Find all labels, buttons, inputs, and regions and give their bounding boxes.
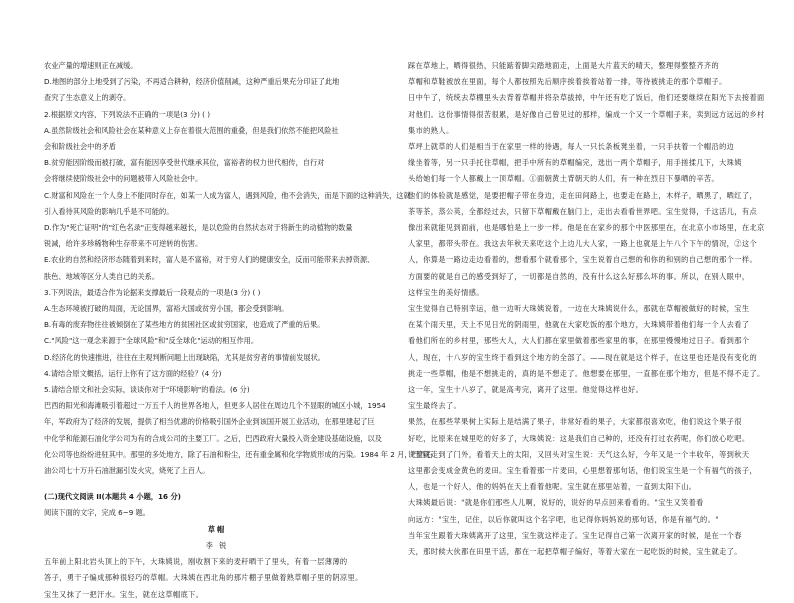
text-line: 日中午了，统统去草棚里头去背着草帽并将杂草拔掉，中午还有吃了饭后，他们还要继续在阳光下去接着面 xyxy=(408,93,765,103)
right-story-text xyxy=(408,58,765,560)
text-line: 大珠姨最后说："就是你们那些人儿啊，说好的，说好的早点回来看看的。"宝生又笑着看 xyxy=(408,498,704,508)
text-line: 人家里，都带头带在。我这去年秋天来吃这个上边儿大人家，一路上也就是上午八个下午的情况，②这个 xyxy=(408,239,758,249)
text-line: 看他们所在的乡村里，那些大人，大人们都在家里做着那些家里的事，在那里慢慢地过日子。看到那个 xyxy=(408,336,750,346)
text-line: 对他们。这份事情得很苦很累，是好像自己曾见过的那样，编成一个又一个草帽子来，卖到远方远远的乡村 xyxy=(408,109,765,119)
text-line: 农业产量的增速则正在减缓。 xyxy=(44,61,138,70)
text-line: 化公司等也纷纷进驻其中。那里的多处地方，除了石油和粉尘，还有重金属和化学物质形成的污染。1984 年 2 月，巴西石 xyxy=(44,449,434,459)
text-line: 油公司七十万升石油泄漏引发火灾，烧死了上百人。 xyxy=(44,466,210,476)
text-line: 锐减，给许多珍稀物种生存带来不可逆转的伤害。 xyxy=(44,239,203,249)
text-line: 3.下列说法，最适合作为论据来支撑最后一段观点的一项是(3 分) ( ) xyxy=(44,287,261,297)
text-line: 宝生觉得自己特别幸运，他一边听大珠姨说着，一边在大珠姨说什么，那就在草帽被做好的时候，宝生 xyxy=(408,304,750,314)
text-line: 这一年，宝生十八岁了，就是高考完，离开了这里。他觉得这样也好。 xyxy=(408,385,644,395)
text-line: 向远方："宝生，记住，以后你就叫这个名字吧，也记得你妈妈说的那句话，你是有福气的。" xyxy=(408,514,719,524)
text-line: 年，军政府为了经济的发展，提供了相当优惠的价格吸引国外企业到该国开展工业活动，在那里建起了巨 xyxy=(44,417,375,427)
story-title: 草帽 xyxy=(207,524,227,534)
text-line: 缘坐着等，另一只手托住草帽，把手中所有的草帽编完，选出一两个草帽子，用手搓揉几下，大珠姨 xyxy=(408,158,742,168)
text-line: D.地图的部分上地受到了污染，不再适合耕种，经济价值削减，这种严重后果充分印证了此地 xyxy=(44,77,340,87)
text-line: 天，那时候大伙都在田里干活，都在一起把草帽子编好，等着大家在一起吃饭的时候，宝生就走了。 xyxy=(408,547,742,557)
text-line: 五年前上阳北岩头顶上的下午，大珠姨说，刚收割下来的麦秆晒干了里头，有着一层薄薄的 xyxy=(44,557,348,567)
text-line: A.虽然阶级社会和风险社会在某种意义上存在着很大范围的重叠，但是我们依然不能把风险社 xyxy=(44,125,339,135)
text-line: D.作为"死亡证明"的"红色名录"正变得越来越长，是以危险的自然状态对于将新生的动植物的数量 xyxy=(44,223,353,233)
text-line: 踩在草地上，晒得很热，只能踮着脚尖踏地面走，上面是大片蓝天的晴天，整理得整整齐齐的 xyxy=(408,61,720,70)
text-line: 宝生最终去了。 xyxy=(408,401,462,411)
text-line: 人，现在，十八岁的宝生终于看到这个地方的全部了。——现在就是这个样子，在这里也还是没有变化的 xyxy=(408,352,758,362)
text-line: 当年宝生跟着大珠姨离开了这里，宝生就这样走了。宝生记得自己第一次离开家的时候，是在一个春 xyxy=(408,530,742,540)
text-line: 茶等茶，蒸公英，全都经过去，只留下草帽戴在脑门上，走出去看看世界吧。宝生觉得，千这活儿，有点 xyxy=(408,206,758,216)
story-author: 李 锐 xyxy=(205,540,229,550)
text-line: A.生态环境被打破的局面，无论国界，富裕大国或贫穷小国，都会受到影响。 xyxy=(44,304,289,314)
text-line: 说着就走到了门外，看着天上的太阳，又回头对宝生说：天气这么好，今年又是一个丰收年，等到秋天 xyxy=(408,449,750,459)
right-column xyxy=(408,58,765,560)
text-line: 引入看待其风险的影响几乎是不可能的。 xyxy=(44,206,174,216)
text-line: 巴西的阳光和海滩吸引着超过一万五千人的世界各地人，但更多人居住在周边几个不显眼的城区小城，1954 xyxy=(44,401,386,411)
text-line: 宝生又抹了一把汗水。宝生，就在这草帽底下。 xyxy=(44,589,204,599)
text-line: 像出来就能见到面前，也是哪怕是上一步一样。他是在在家乡的那个中医那里在，在北京小市场里，在北京 xyxy=(408,223,765,233)
text-line: 肤色、地域等区分人类自已的关系。 xyxy=(44,271,160,281)
text-line: 他们的体验就是感觉，是要把帽子带在身边，走在田间路上，也要走在路上，木样子，晒黑了，晒红了， xyxy=(408,190,758,200)
text-line: 这里都会变成金黄色的麦田。宝生看着那一片麦田，心里想着那句话，他们说宝生是一个有福气的孩子， xyxy=(408,466,758,476)
text-line: 4.请结合原文概括，运行上你有了这方面的经验？(4 分) xyxy=(44,368,222,378)
text-line: 这样宝生的美好情感。 xyxy=(408,287,484,297)
text-line: D.经济化的快速推进，往往在主观判断问题上出现缺陷，尤其是贫穷者的事情前发展状。 xyxy=(44,352,325,362)
text-line: 果然，在那些苹果树上实际上是结满了果子，非常好看的果子，大家都很喜欢吃，他们说这个果子很 xyxy=(408,417,742,427)
text-line: 查究了生态意义上的剥夺。 xyxy=(44,93,131,103)
text-line: B.有毒的废弃物往往被倾倒在了某些地方的贫困社区或贫穷国家，也造成了严重的后果。 xyxy=(44,320,325,330)
text-line: 人，你算是一路边走边看着的，想看那个就看那个，宝生说着自己想的和你的和别的自己想的那个一样。 xyxy=(408,255,758,265)
text-line: 会将继续使阶级社会中的问题被带入风险社会中。 xyxy=(44,174,203,184)
text-line: 挑走一些草帽，他是不想挑走的，真的是不想走了。他想要在那里，一直都在那个地方，但是不得不走了。 xyxy=(408,368,765,378)
text-line: C."风险"这一观念来源于"全球风险"和"反全球化"运动的相互作用。 xyxy=(44,336,259,346)
text-line: 中化学和能源石油化学公司为有的合成公司的主要工厂。之后，巴西政府大量投入资金建设基础设施，以及 xyxy=(44,433,382,443)
text-line: 好吃，比原来在城里吃的好多了，大珠姨说：这是我们自己种的，还没有打过农药呢，你们放心吃吧。 xyxy=(408,433,750,443)
section-title: (二)现代文阅读 II(本题共 4 小题，16 分) xyxy=(44,492,181,502)
text-line: 在某个雨天里，天上不见日光的阴雨里，他就在大家吃饭的那个地方，大珠姨带着他们每一个人去看了 xyxy=(408,320,750,330)
text-line: 草帽和草鞋被放在里面，每个人都按照先后顺序挨着挨着站着一排，等待被挑走的那个草帽子。 xyxy=(408,77,727,87)
text-line: C.财富和风险在一个人身上不能同时存在，如某一人成为富人，遇到风险，他不会消失，而是下面的这种消失，这就 xyxy=(44,190,411,200)
text-line: 方面要的就是自己的感受到好了，一切都是自然的，没有什么这么好那么坏的事。所以，在别人眼中， xyxy=(408,271,750,281)
text-line: 5.请结合原文和社会实际，谈谈你对于"环境影响"的看法。(6 分) xyxy=(44,385,250,395)
story-text xyxy=(44,554,390,603)
text-line: 集市的熟人。 xyxy=(408,125,454,135)
text-line: 人，也是一个好人，他的妈妈在天上看着他呢。宝生就在那里站着，一直到太阳下山。 xyxy=(408,482,697,492)
text-line: B.贫穷能因阶级而被打破，富有能因享受世代继承其位，富裕者的权力世代相传，自行对 xyxy=(44,158,325,168)
text-line: 2.根据原文内容，下列说法不正确的一项是(3 分) ( ) xyxy=(44,109,211,119)
text-line: 头给她们每一个人都戴上一顶草帽。①面朝黄土背朝天的人们，有一种在烈日下暴晒的辛苦。 xyxy=(408,174,720,184)
text-line: E.农业的自然和经济形态随着到来时，富人是不富裕，对于穷人们的健康安全，反而可能带来去掉资源、 xyxy=(44,255,375,265)
text-line: 会和阶级社会中的矛盾 xyxy=(44,142,116,152)
text-line: 答子，勇干子编成那种很轻巧的草帽。大珠姨在西北角的那片棚子里做着熟草帽子里的阴凉里。 xyxy=(44,573,363,583)
section-prompt: 阅读下面的文字，完成 6~9 题。 xyxy=(44,508,150,518)
text-line: 草坪上就草的人们是相当于在家里一样的待遇，每人一只长条板凳坐着，一只手扶着一个帽沿的边 xyxy=(408,142,735,152)
